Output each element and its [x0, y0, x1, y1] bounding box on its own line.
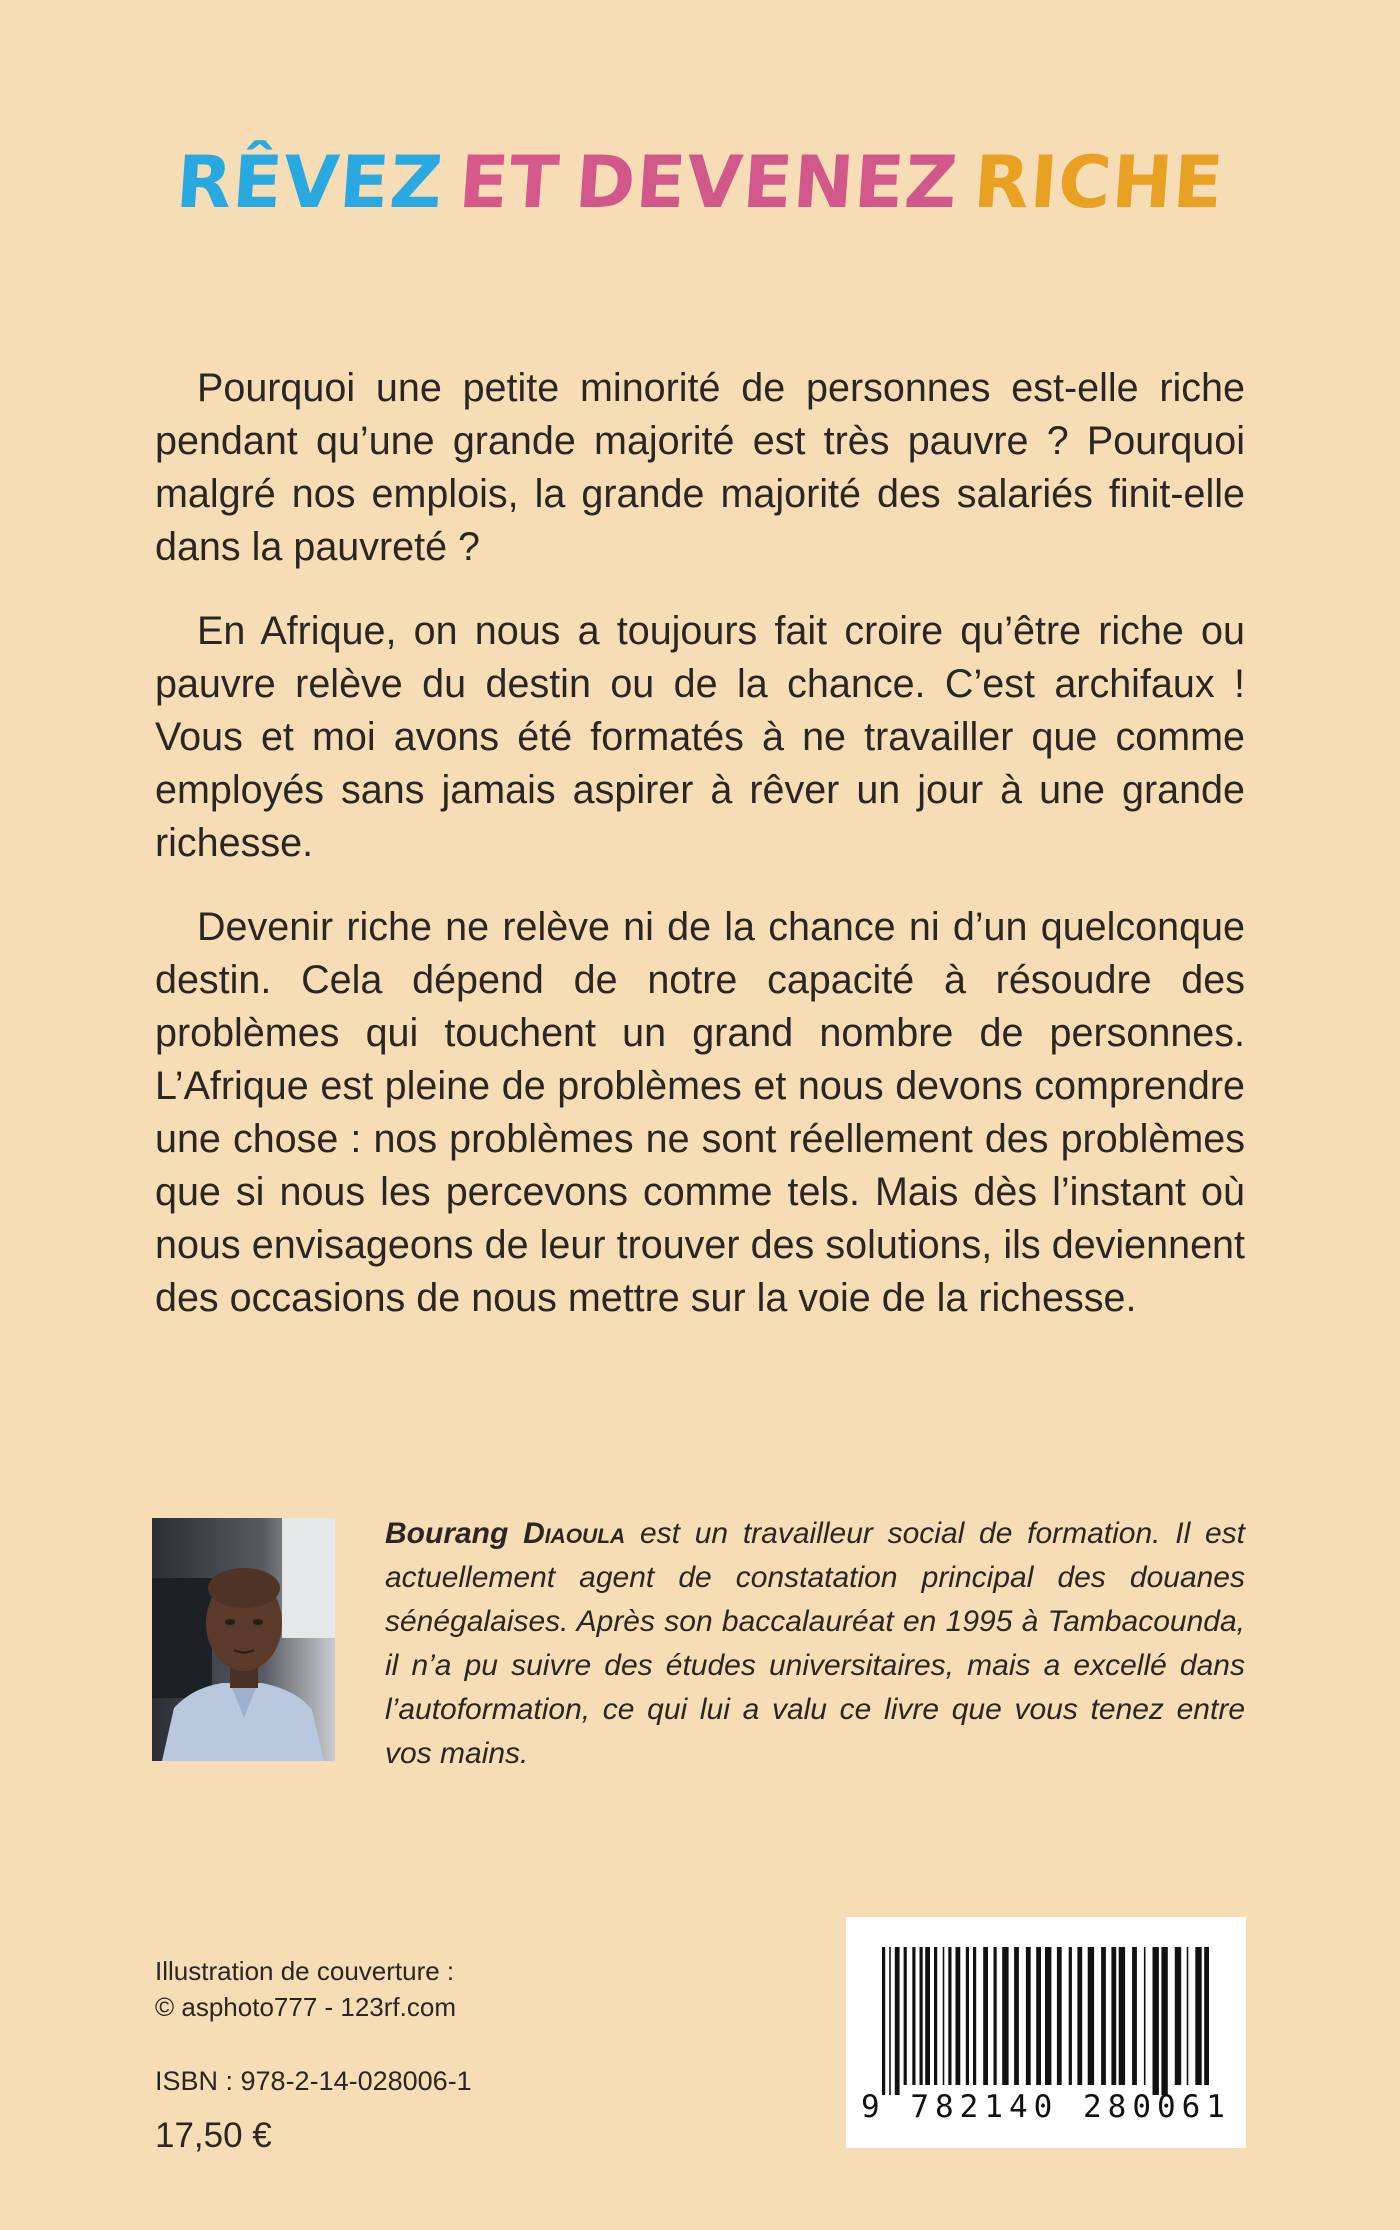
isbn: ISBN : 978-2-14-028006-1 — [155, 2066, 472, 2096]
barcode-bar — [1026, 1947, 1031, 2085]
price: 17,50 € — [155, 2116, 272, 2155]
barcode-bar — [1111, 1947, 1116, 2085]
barcode-bar — [1069, 1947, 1072, 2085]
barcode-digits: 9 782140 280061 — [861, 2089, 1231, 2125]
barcode-bar — [1132, 1947, 1137, 2085]
barcode-bar — [1119, 1947, 1125, 2085]
barcode-bar — [1088, 1947, 1094, 2085]
author-photo-illustration — [152, 1518, 335, 1761]
barcode-bar — [983, 1947, 988, 2085]
author-first-name: Bourang — [385, 1517, 509, 1550]
barcode-bar — [1101, 1947, 1106, 2085]
barcode-bar — [1144, 1947, 1146, 2085]
barcode-bar — [1195, 1947, 1201, 2085]
barcode-bar — [994, 1947, 997, 2085]
barcode-bar — [920, 1947, 923, 2085]
barcode-bar — [889, 1947, 891, 2095]
title-word-2: ET — [456, 140, 563, 224]
barcode-bar — [895, 1947, 900, 2095]
book-title — [0, 140, 1400, 224]
barcode-bar — [925, 1947, 930, 2085]
barcode — [846, 1917, 1246, 2148]
barcode-bar — [904, 1947, 907, 2085]
author-bio-text: est un travailleur social de formation. Il est actuellement agent de constatation principal des douanes sénégalaises. Après son baccalauréat en 1995 à Tambacounda, il n’a pu suivre des études universitaires, mais a excellé dans l’autoformation, ce qui lui a valu ce livre que vous tenez entre vos mains. — [385, 1517, 1245, 1770]
barcode-bar — [1153, 1947, 1159, 2095]
barcode-bar — [948, 1947, 951, 2085]
barcode-bar — [1187, 1947, 1189, 2085]
barcode-bar — [1045, 1947, 1051, 2085]
author-photo — [152, 1518, 335, 1761]
blurb-paragraph-3: Devenir riche ne relève ni de la chance ni d’un quelconque destin. Cela dépend de notre capacité à résoudre des problèmes qui touchent un grand nombre de personnes. L’Afrique est pleine de problèmes et nous devons comprendre une chose : nos problèmes ne sont réellement des problèmes que si nous les percevons comme tels. Mais dès l’instant où nous envisageons de leur trouver des solutions, ils deviennent des occasions de nous mettre sur la voie de la richesse. — [155, 905, 1245, 1320]
barcode-bar — [1014, 1947, 1019, 2085]
barcode-bar — [1161, 1947, 1167, 2095]
barcode-bar — [1175, 1947, 1181, 2085]
barcode-bar — [1036, 1947, 1041, 2085]
barcode-bar — [1057, 1947, 1062, 2085]
credits-line-1: Illustration de couverture : — [155, 1956, 455, 1986]
author-last-name: Diaoula — [523, 1517, 626, 1550]
barcode-bar — [912, 1947, 915, 2085]
barcode-bar — [956, 1947, 961, 2085]
blurb — [155, 362, 1245, 1356]
barcode-bar — [882, 1947, 885, 2095]
credits-line-2: © asphoto777 - 123rf.com — [155, 1992, 456, 2022]
barcode-bar — [973, 1947, 976, 2085]
author-bio — [385, 1512, 1245, 1776]
cover-credits — [155, 1953, 456, 2025]
title-word-4: RICHE — [971, 140, 1227, 224]
barcode-bar — [1204, 1947, 1209, 2085]
title-word-3: DEVENEZ — [572, 140, 961, 224]
barcode-bar — [966, 1947, 969, 2085]
title-word-1: RÊVEZ — [173, 140, 447, 224]
barcode-bar — [934, 1947, 937, 2085]
blurb-paragraph-2: En Afrique, on nous a toujours fait croire qu’être riche ou pauvre relève du destin ou de la chance. C’est archifaux ! Vous et moi avons été formatés à ne travailler que comme employés sans jamais aspirer à rêver un jour à une grande richesse. — [155, 609, 1245, 865]
barcode-bar — [943, 1947, 945, 2085]
barcode-bar — [1002, 1947, 1008, 2085]
barcode-bar — [1077, 1947, 1082, 2085]
blurb-paragraph-1: Pourquoi une petite minorité de personnes est-elle riche pendant qu’une grande majorité est très pauvre ? Pourquoi malgré nos emplois, la grande majorité des salariés finit-elle dans la pauvreté ? — [155, 366, 1245, 569]
